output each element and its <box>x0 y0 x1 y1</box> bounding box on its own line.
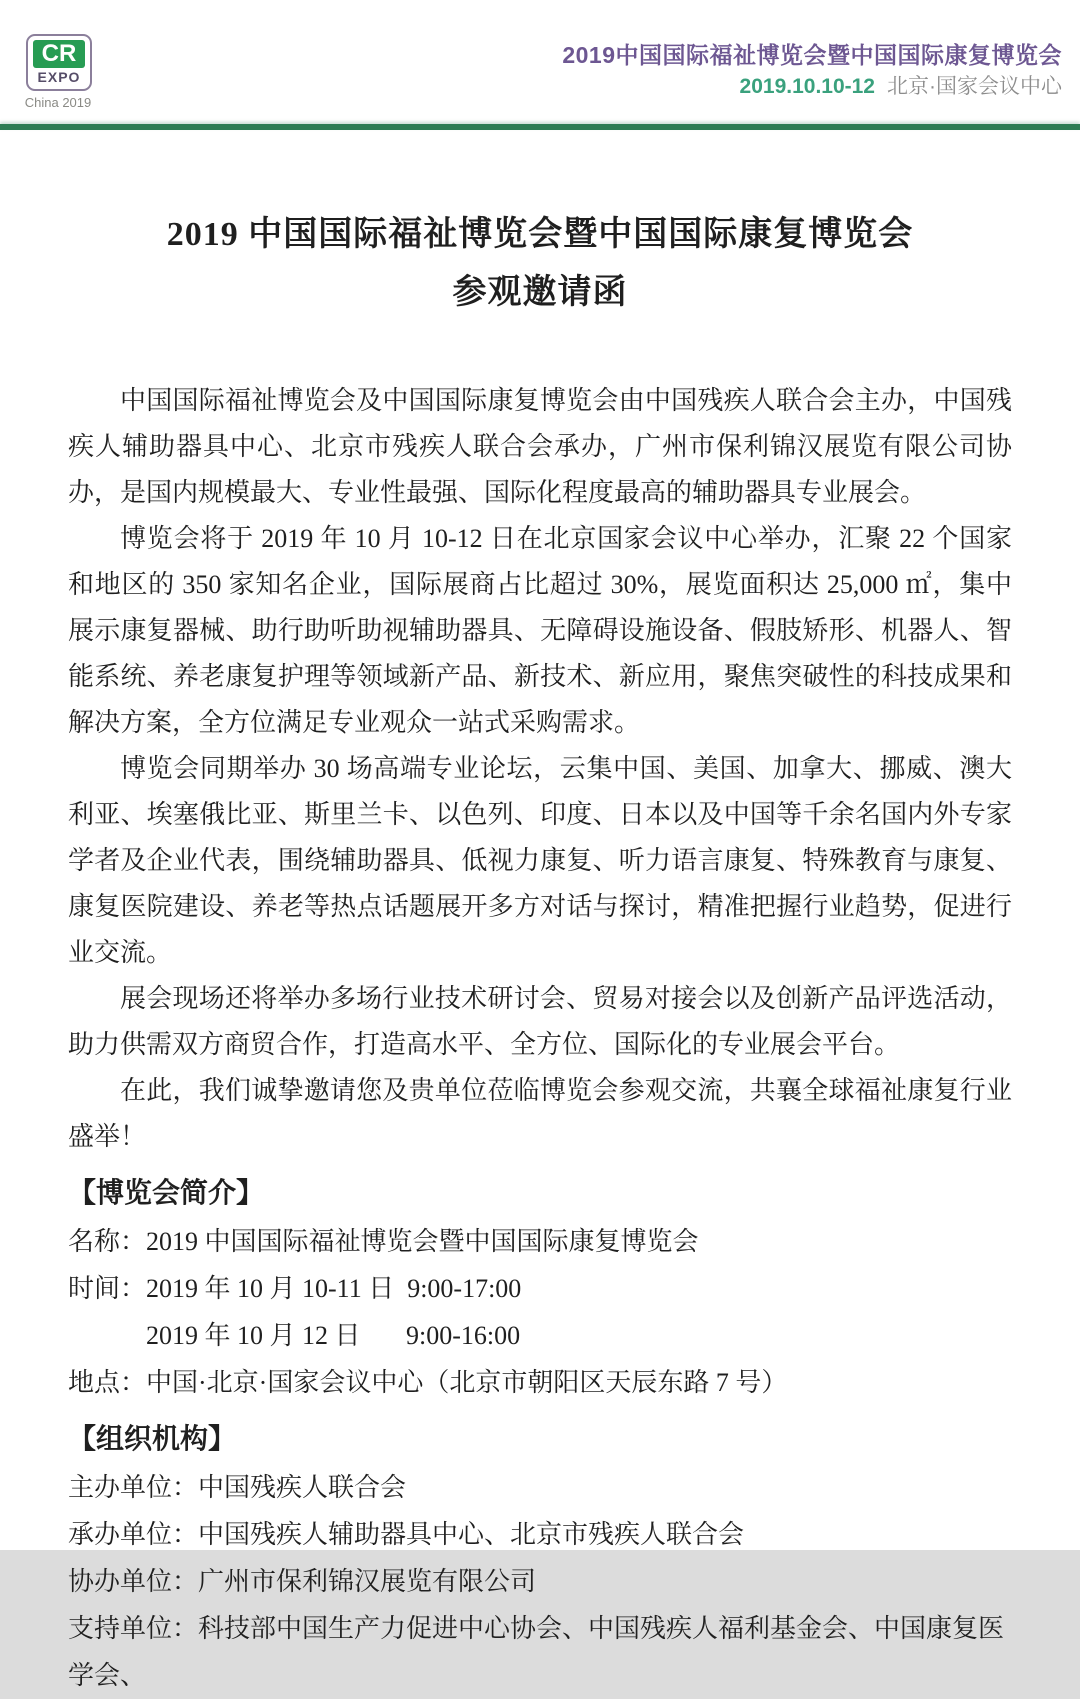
intro-line-time-1: 时间：2019 年 10 月 10-11 日 9:00-17:00 <box>68 1274 522 1303</box>
document-title-line2: 参观邀请函 <box>452 274 628 311</box>
section-heading-expo-intro: 【博览会简介】 <box>68 1178 265 1209</box>
paragraph-expo-scale: 博览会将于 2019 年 10 月 10-12 日在北京国家会议中心举办，汇聚 22 个国家和地区的 350 家知名企业，国际展商占比超过 30%，展览面积达 25,000 ㎡，集中展示康复器械、助行助听助视辅助器具、无障碍设施设备、假肢矫形、机器人、智能系统、养老康复护理等领域新产品、新技术、新应用，聚焦突破性的科技成果和解决方案，全方位满足专业观众一站式采购需求。 <box>68 524 1012 737</box>
logo-frame <box>26 34 92 91</box>
header-banner <box>562 40 1062 100</box>
header-date: 2019.10.10-12 <box>739 75 875 98</box>
intro-line-time-2: 2019 年 10 月 12 日 9:00-16:00 <box>146 1321 521 1350</box>
document-body <box>0 206 1080 1699</box>
paragraph-invitation: 在此，我们诚挚邀请您及贵单位莅临博览会参观交流，共襄全球福祉康复行业盛举！ <box>68 1076 1012 1151</box>
intro-line-location: 地点：中国·北京·国家会议中心（北京市朝阳区天辰东路 7 号） <box>68 1368 788 1397</box>
org-line-host: 主办单位：中国残疾人联合会 <box>68 1473 407 1502</box>
green-divider <box>0 124 1080 130</box>
org-line-undertaker: 承办单位：中国残疾人辅助器具中心、北京市残疾人联合会 <box>68 1520 745 1549</box>
header-venue: 北京·国家会议中心 <box>887 75 1062 98</box>
org-line-coorganizer: 协办单位：广州市保利锦汉展览有限公司 <box>68 1567 537 1596</box>
paragraph-forums: 博览会同期举办 30 场高端专业论坛，云集中国、美国、加拿大、挪威、澳大利亚、埃塞俄比亚、斯里兰卡、以色列、印度、日本以及中国等千余名国内外专家学者及企业代表，围绕辅助器具、低视力康复、听力语言康复、特殊教育与康复、康复医院建设、养老等热点话题展开多方对话与探讨，精准把握行业趋势，促进行业交流。 <box>68 754 1012 967</box>
logo-china-label: China 2019 <box>24 95 92 110</box>
section-heading-organizations: 【组织机构】 <box>68 1424 237 1455</box>
header-subline <box>562 74 1062 100</box>
org-line-supporters: 支持单位：科技部中国生产力促进中心协会、中国残疾人福利基金会、中国康复医学会、 <box>68 1614 1005 1690</box>
logo-expo-text: EXPO <box>37 69 81 85</box>
intro-line-name: 名称：2019 中国国际福祉博览会暨中国国际康复博览会 <box>68 1227 699 1256</box>
document-title-line1: 2019 中国国际福祉博览会暨中国国际康复博览会 <box>166 216 914 253</box>
letter-body <box>68 378 1012 1699</box>
paragraph-onsite-events: 展会现场还将举办多场行业技术研讨会、贸易对接会以及创新产品评选活动，助力供需双方商贸合作，打造高水平、全方位、国际化的专业展会平台。 <box>68 984 1012 1059</box>
page-header <box>0 0 1080 124</box>
document-title <box>68 206 1012 322</box>
paragraph-organizers: 中国国际福祉博览会及中国国际康复博览会由中国残疾人联合会主办，中国残疾人辅助器具中心、北京市残疾人联合会承办，广州市保利锦汉展览有限公司协办，是国内规模最大、专业性最强、国际化程度最高的辅助器具专业展会。 <box>68 386 1012 507</box>
cr-expo-logo <box>22 34 132 110</box>
header-expo-title: 2019中国国际福祉博览会暨中国国际康复博览会 <box>562 42 1062 68</box>
logo-cr-text: CR <box>33 40 85 68</box>
